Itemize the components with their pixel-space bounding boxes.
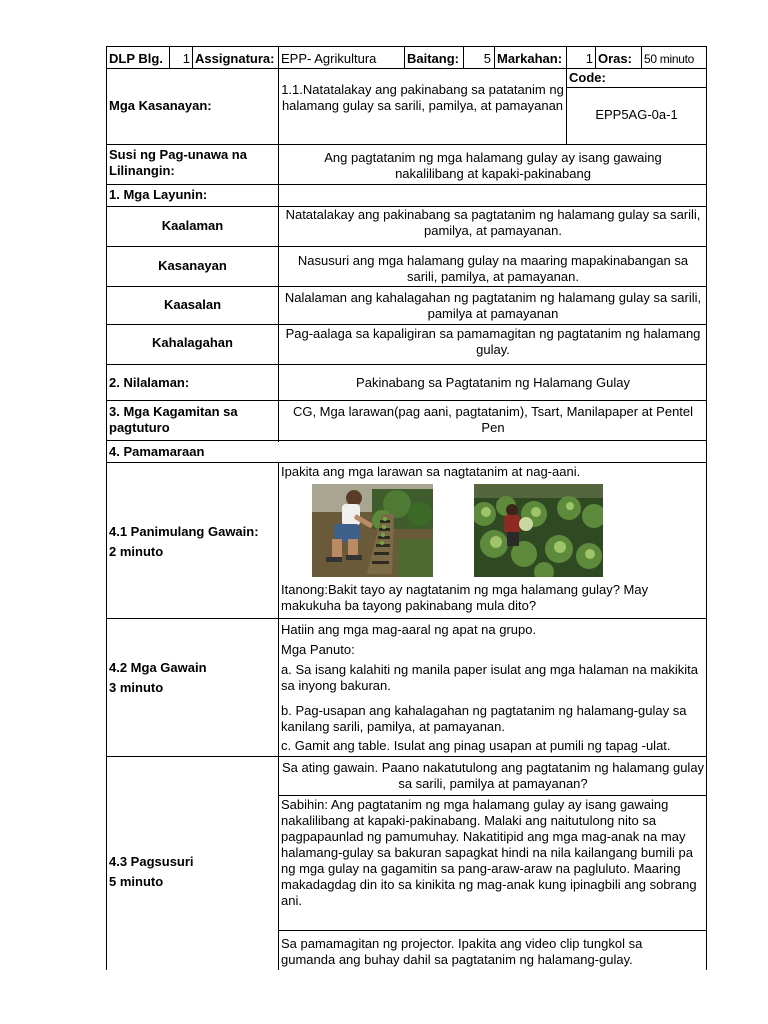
nilalaman-label: 2. Nilalaman: [109, 375, 190, 390]
assignatura-value: EPP- Agrikultura [281, 51, 377, 66]
kasanayan-label: Mga Kasanayan: [109, 98, 212, 113]
kaalaman-label: Kaalaman [161, 218, 224, 233]
kasanayan-text: 1.1.Natatalakay ang pakinabang sa patatanim ng halamang gulay sa sarili, pamilya, at pamayanan [281, 82, 564, 113]
gawain-b: b. Pag-usapan ang kahalagahan ng pagtatanim ng halamang-gulay sa kanilang sarili, pamilya, at pamayanan. [281, 703, 687, 734]
susi-label: Susi ng Pag-unawa na Lilinangin: [109, 147, 247, 178]
markahan-value: 1 [585, 51, 593, 66]
planting-photo-svg [312, 484, 433, 577]
gawain-label: 4.2 Mga Gawain [109, 660, 207, 675]
gawain-a: a. Sa isang kalahiti ng manila paper isulat ang mga halaman na makikita sa inyong bakuran. [281, 662, 698, 693]
pamamaraan-label: 4. Pamamaraan [109, 444, 205, 459]
harvest-photo [474, 484, 603, 577]
kaasalan-text: Nalalaman ang kahalagahan ng pagtatanim ng halamang gulay sa sarili, pamilya at pamayanan [284, 290, 702, 321]
dlp-value: 1 [182, 51, 190, 66]
pagsusuri-time: 5 minuto [109, 874, 164, 889]
gawain-c: c. Gamit ang table. Isulat ang pinag usapan at pumili ng tapag -ulat. [281, 738, 671, 753]
dlp-label: DLP Blg. [109, 51, 163, 66]
pagsusuri-label: 4.3 Pagsusuri [109, 854, 194, 869]
layunin-label: 1. Mga Layunin: [109, 187, 208, 202]
markahan-label: Markahan: [497, 51, 563, 66]
kasanayan-row-text: Nasusuri ang mga halamang gulay na maaring mapakinabangan sa sarili, pamilya, at pamayanan. [297, 253, 689, 284]
assignatura-label: Assignatura: [195, 51, 275, 66]
gawain-time: 3 minuto [109, 680, 164, 695]
gawain-line2: Mga Panuto: [281, 642, 355, 657]
baitang-label: Baitang: [407, 51, 459, 66]
panimula-question: Itanong:Bakit tayo ay nagtatanim ng mga halamang gulay? May makukuha ba tayong pakinabang mula dito? [281, 582, 649, 613]
pagsusuri-question: Sa ating gawain. Paano nakatutulong ang pagtatanim ng halamang gulay sa sarili, pamilya at pamayanan? [281, 760, 705, 791]
kasanayan-row-label: Kasanayan [158, 258, 227, 273]
code-label: Code: [569, 70, 606, 85]
planting-photo [312, 484, 433, 577]
oras-value: 50 minuto [644, 52, 694, 66]
susi-text: Ang pagtatanim ng mga halamang gulay ay isang gawaing nakalilibang at kapaki-pakinabang [324, 150, 662, 181]
harvest-photo-svg [474, 484, 603, 577]
panimula-time: 2 minuto [109, 544, 164, 559]
pagsusuri-projector: Sa pamamagitan ng projector. Ipakita ang video clip tungkol sa gumanda ang buhay dahil sa pagtatanim ng halamang-gulay. [281, 936, 643, 967]
kagamitan-label: 3. Mga Kagamitan sa pagtuturo [109, 404, 238, 435]
kagamitan-text: CG, Mga larawan(pag aani, pagtatanim), Tsart, Manilapaper at Pentel Pen [292, 404, 694, 435]
kahalagahan-text: Pag-aalaga sa kapaligiran sa pamamagitan ng pagtatanim ng halamang gulay. [285, 326, 701, 357]
code-value: EPP5AG-0a-1 [595, 107, 678, 122]
kaalaman-text: Natatalakay ang pakinabang sa pagtatanim ng halamang gulay sa sarili, pamilya, at pamayanan. [285, 207, 701, 238]
kahalagahan-label: Kahalagahan [152, 335, 233, 350]
oras-label: Oras: [598, 51, 632, 66]
gawain-line1: Hatiin ang mga mag-aaral ng apat na grupo. [281, 622, 537, 637]
baitang-value: 5 [483, 51, 491, 66]
panimula-intro: Ipakita ang mga larawan sa nagtatanim at nag-aani. [281, 464, 581, 479]
panimula-label: 4.1 Panimulang Gawain: [109, 524, 259, 539]
pagsusuri-sabihin: Sabihin: Ang pagtatanim ng mga halamang gulay ay isang gawaing nakalilibang at kapaki-pakinabang. Malaki ang naitutulong nito sa pagpapaunlad ng pamumuhay. Nakatitipid ang mga mag-anak na may halamang-gulay sa bakuran sapagkat hindi na nila kailangang bumili pa ng mga gulay na gagamitin sa pang-araw-araw na pagluluto. Maaring makadagdag din ito sa kinikita ng mag-anak kung ipinagbili ang sobrang ani. [281, 797, 697, 908]
nilalaman-text: Pakinabang sa Pagtatanim ng Halamang Gulay [356, 375, 630, 390]
kaasalan-label: Kaasalan [163, 297, 222, 312]
